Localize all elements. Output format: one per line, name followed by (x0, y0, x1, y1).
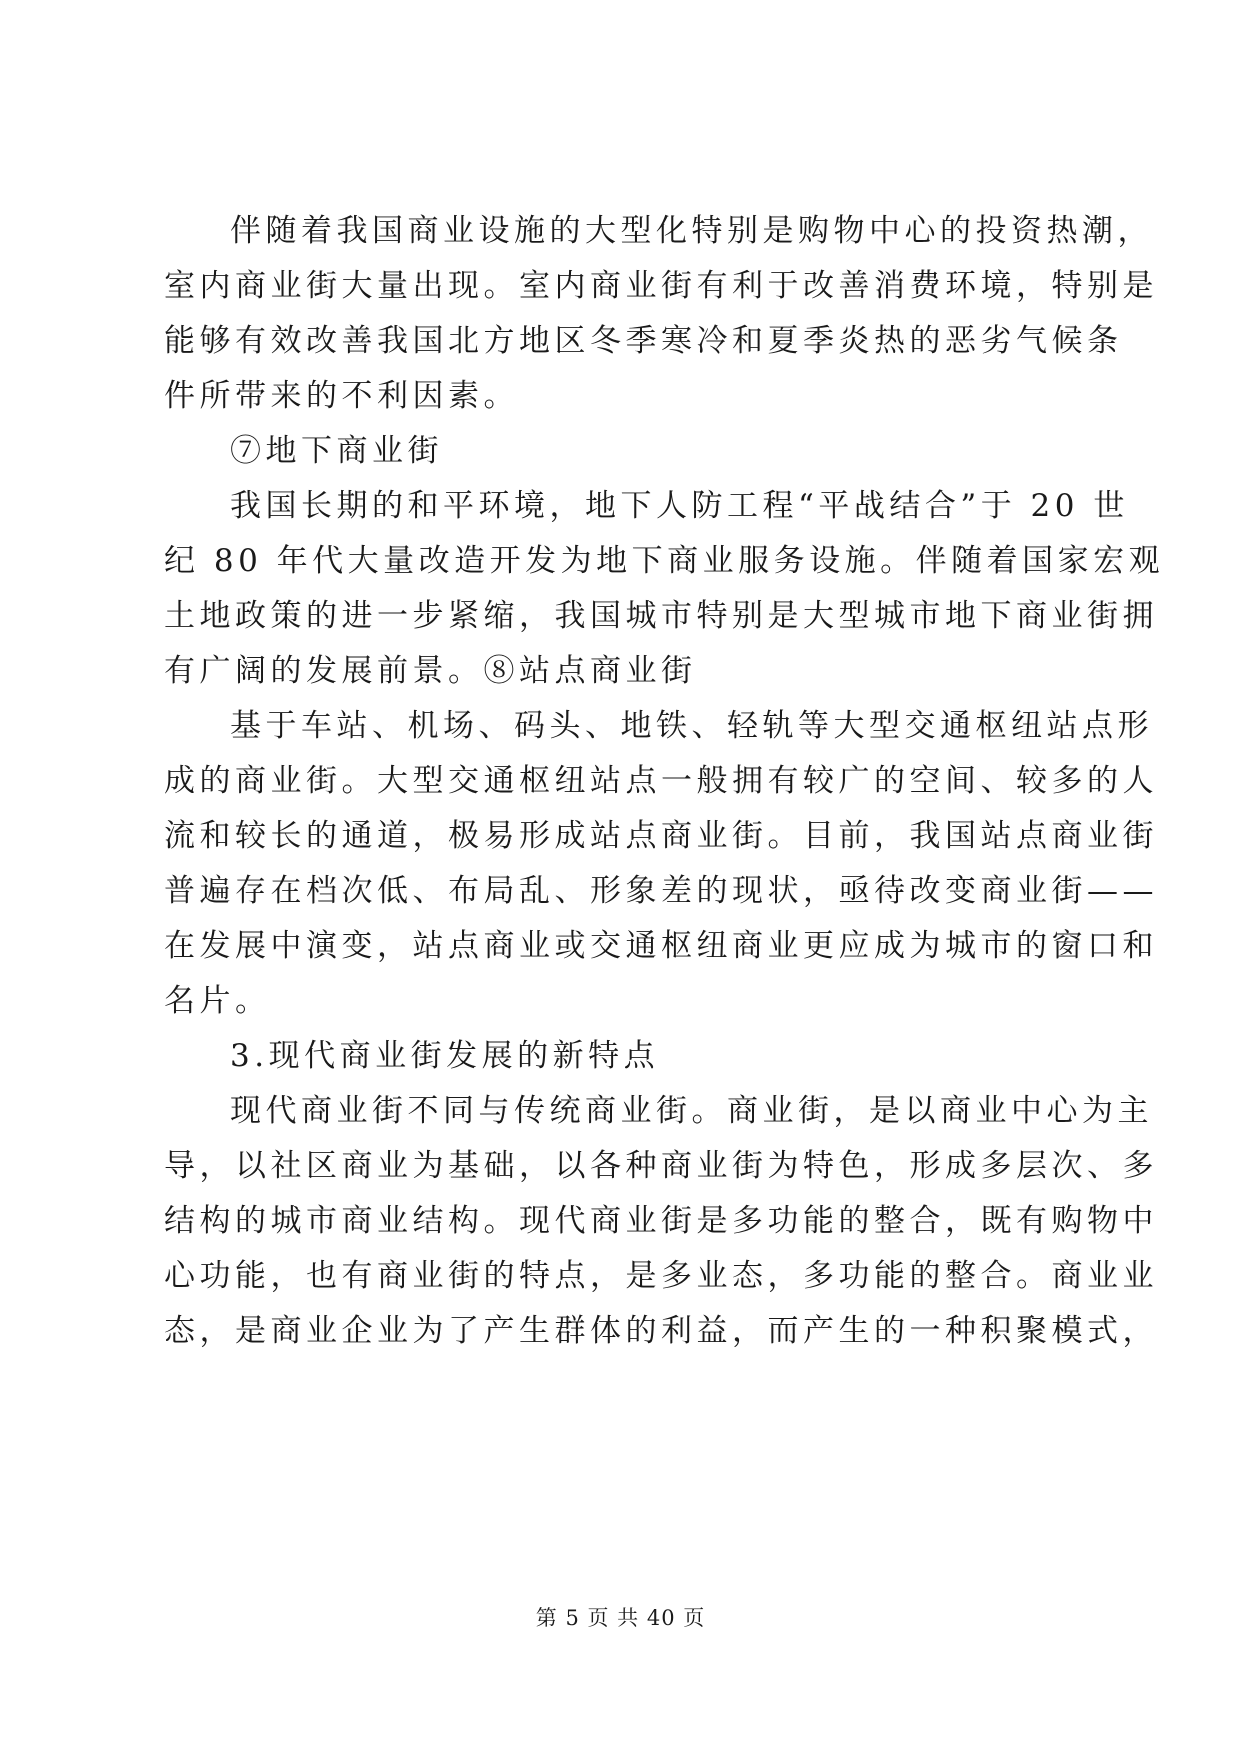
text-line: 成的商业街。大型交通枢纽站点一般拥有较广的空间、较多的人 (164, 763, 1158, 799)
text-line: 普遍存在档次低、布局乱、形象差的现状，亟待改变商业街—— (164, 873, 1158, 909)
text-line: 流和较长的通道，极易形成站点商业街。目前，我国站点商业街 (164, 818, 1158, 854)
text-line: 导，以社区商业为基础，以各种商业街为特色，形成多层次、多 (164, 1148, 1158, 1184)
text-line: 基于车站、机场、码头、地铁、轻轨等大型交通枢纽站点形 (230, 708, 1153, 744)
text-line: 心功能，也有商业街的特点，是多业态，多功能的整合。商业业 (164, 1258, 1158, 1294)
text-line: 伴随着我国商业设施的大型化特别是购物中心的投资热潮， (230, 213, 1153, 249)
page-number-footer: 第 5 页 共 40 页 (535, 1606, 706, 1630)
text-line: 名片。 (164, 983, 271, 1019)
text-line: 能够有效改善我国北方地区冬季寒冷和夏季炎热的恶劣气候条 (164, 323, 1123, 359)
text-line: 在发展中演变，站点商业或交通枢纽商业更应成为城市的窗口和 (164, 928, 1158, 964)
text-line: 有广阔的发展前景。⑧站点商业街 (164, 653, 697, 689)
section-heading: ⑦地下商业街 (230, 433, 443, 469)
section-heading: 3.现代商业街发展的新特点 (230, 1038, 660, 1074)
text-line: 纪 80 年代大量改造开发为地下商业服务设施。伴随着国家宏观 (164, 543, 1165, 579)
text-line: 结构的城市商业结构。现代商业街是多功能的整合，既有购物中 (164, 1203, 1158, 1239)
text-line: 现代商业街不同与传统商业街。商业街，是以商业中心为主 (230, 1093, 1153, 1129)
text-line: 室内商业街大量出现。室内商业街有利于改善消费环境，特别是 (164, 268, 1158, 304)
text-line: 我国长期的和平环境，地下人防工程“平战结合”于 20 世 (230, 488, 1129, 524)
text-line: 土地政策的进一步紧缩，我国城市特别是大型城市地下商业街拥 (164, 598, 1158, 634)
text-line: 态，是商业企业为了产生群体的利益，而产生的一种积聚模式， (164, 1313, 1158, 1349)
text-line: 件所带来的不利因素。 (164, 378, 519, 414)
